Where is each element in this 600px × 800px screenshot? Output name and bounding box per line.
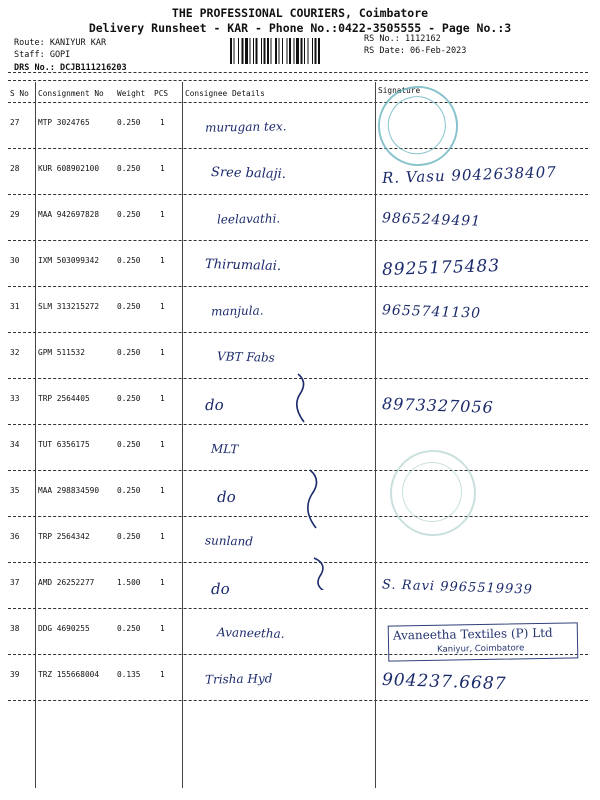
row-sno: 28	[10, 164, 20, 173]
row-sno: 33	[10, 394, 20, 403]
row-consignee-handwriting: Thirumalai.	[204, 257, 282, 274]
row-weight: 0.250	[117, 486, 141, 495]
row-consignee-handwriting: Avaneetha.	[216, 625, 285, 641]
row-sno: 34	[10, 440, 20, 449]
drs-label: DRS No.: DCJB111216203	[14, 63, 127, 73]
route-label: Route: KANIYUR KAR	[14, 38, 107, 48]
row-consignee-handwriting: do	[216, 487, 236, 507]
row-consignment-no: TRP 2564405	[38, 394, 90, 403]
row-consignee-handwriting: do	[210, 579, 230, 599]
row-pcs: 1	[160, 486, 165, 495]
row-consignee-handwriting: do	[204, 395, 224, 415]
barcode-bar	[289, 38, 291, 64]
row-pcs: 1	[160, 256, 165, 265]
barcode-bar	[238, 38, 239, 64]
barcode-bar	[296, 38, 299, 64]
row-consignee-handwriting: murugan tex.	[204, 119, 287, 135]
row-consignee-handwriting: manjula.	[210, 303, 264, 319]
row-weight: 0.250	[117, 256, 141, 265]
col-header-signature: Signature	[378, 86, 421, 95]
row-consignment-no: MTP 3024765	[38, 118, 90, 127]
row-pcs: 1	[160, 118, 165, 127]
barcode-bar	[279, 38, 280, 64]
row-consignment-no: AMD 26252277	[38, 578, 95, 587]
rs-date-label: RS Date: 06-Feb-2023	[364, 46, 467, 56]
company-stamp	[388, 622, 579, 661]
row-consignment-no: KUR 608902100	[38, 164, 100, 173]
row-consignee-handwriting: MLT	[210, 441, 239, 457]
divider	[8, 102, 588, 103]
barcode-bar	[253, 38, 254, 64]
row-pcs: 1	[160, 670, 165, 679]
row-consignment-no: MAA 298834590	[38, 486, 100, 495]
staff-label: Staff: GOPI	[14, 50, 71, 60]
row-consignee-handwriting: VBT Fabs	[216, 349, 275, 365]
row-sno: 27	[10, 118, 20, 127]
rs-no-label: RS No.: 1112162	[364, 34, 441, 44]
row-pcs: 1	[160, 164, 165, 173]
barcode-bar	[267, 38, 269, 64]
barcode-bar	[250, 38, 251, 64]
row-divider	[8, 608, 588, 609]
column-rule	[182, 82, 183, 788]
row-divider	[8, 286, 588, 287]
row-pcs: 1	[160, 210, 165, 219]
barcode-bar	[256, 38, 258, 64]
faded-stamp	[390, 450, 476, 536]
row-weight: 0.250	[117, 348, 141, 357]
barcode-bar	[261, 38, 262, 64]
barcode-image	[230, 38, 356, 64]
row-signature-handwriting: 904237.6687	[381, 669, 507, 695]
row-weight: 0.250	[117, 440, 141, 449]
column-rule	[375, 82, 376, 788]
col-header-sno: S No	[10, 89, 29, 98]
divider	[8, 72, 588, 73]
stamp-company-name: Avaneetha Textiles (P) Ltd	[392, 625, 553, 643]
row-sno: 39	[10, 670, 20, 679]
row-consignment-no: TUT 6356175	[38, 440, 90, 449]
row-pcs: 1	[160, 578, 165, 587]
row-consignee-handwriting: leelavathi.	[216, 211, 281, 227]
row-consignment-no: SLM 313215272	[38, 302, 100, 311]
row-signature-handwriting: R. Vasu 9042638407	[381, 162, 558, 188]
stamp-place: Kaniyur, Coimbatore	[437, 643, 525, 655]
row-pcs: 1	[160, 532, 165, 541]
barcode-bar	[287, 38, 288, 64]
barcode-bar	[318, 38, 320, 64]
row-pcs: 1	[160, 348, 165, 357]
row-consignment-no: DDG 4690255	[38, 624, 90, 633]
row-consignment-no: GPM 511532	[38, 348, 85, 357]
row-pcs: 1	[160, 624, 165, 633]
row-sno: 30	[10, 256, 20, 265]
row-sno: 29	[10, 210, 20, 219]
barcode-bar	[245, 38, 248, 64]
barcode-bar	[271, 38, 272, 64]
barcode-bar	[242, 38, 244, 64]
row-weight: 0.250	[117, 210, 141, 219]
row-pcs: 1	[160, 302, 165, 311]
col-header-weight: Weight	[117, 89, 146, 98]
row-consignment-no: MAA 942697828	[38, 210, 100, 219]
runsheet-subtitle: Delivery Runsheet - KAR - Phone No.:0422-3505555 - Page No.:3	[88, 21, 512, 35]
row-pcs: 1	[160, 394, 165, 403]
row-consignment-no: TRP 2564342	[38, 532, 90, 541]
row-consignment-no: IXM 503099342	[38, 256, 100, 265]
row-sno: 38	[10, 624, 20, 633]
row-signature-handwriting: 8925175483	[381, 255, 501, 281]
row-divider	[8, 332, 588, 333]
row-sno: 36	[10, 532, 20, 541]
row-consignment-no: TRZ 155668004	[38, 670, 100, 679]
row-divider	[8, 194, 588, 195]
row-weight: 0.250	[117, 394, 141, 403]
barcode-bar	[312, 38, 313, 64]
row-pcs: 1	[160, 440, 165, 449]
row-consignee-handwriting: sunland	[204, 533, 254, 549]
row-signature-handwriting: 9655741130	[381, 302, 482, 322]
row-weight: 0.250	[117, 532, 141, 541]
barcode-bar	[275, 38, 277, 64]
row-signature-handwriting: 9865249491	[381, 210, 482, 230]
barcode-bar	[230, 38, 232, 64]
row-weight: 0.135	[117, 670, 141, 679]
barcode-bar	[304, 38, 305, 64]
barcode-bar	[308, 38, 309, 64]
row-consignee-handwriting: Trisha Hyd	[204, 671, 273, 687]
column-rule	[35, 82, 36, 788]
barcode-bar	[264, 38, 266, 64]
grouping-braces	[270, 360, 330, 590]
barcode-bar	[315, 38, 317, 64]
row-signature-handwriting: S. Ravi 9965519939	[381, 577, 534, 598]
row-sno: 37	[10, 578, 20, 587]
barcode-bar	[282, 38, 283, 64]
company-title: THE PROFESSIONAL COURIERS, Coimbatore	[171, 6, 429, 20]
row-sno: 31	[10, 302, 20, 311]
row-sno: 35	[10, 486, 20, 495]
col-header-consignment: Consignment No	[38, 89, 104, 98]
divider	[8, 80, 588, 81]
row-divider	[8, 240, 588, 241]
col-header-consignee: Consignee Details	[185, 89, 265, 98]
row-weight: 0.250	[117, 164, 141, 173]
row-weight: 1.500	[117, 578, 141, 587]
row-weight: 0.250	[117, 624, 141, 633]
row-divider	[8, 148, 588, 149]
col-header-pcs: PCS	[154, 89, 169, 98]
row-weight: 0.250	[117, 302, 141, 311]
barcode-bar	[301, 38, 303, 64]
row-signature-handwriting: 8973327056	[381, 394, 495, 417]
row-consignee-handwriting: Sree balaji.	[210, 165, 287, 182]
row-sno: 32	[10, 348, 20, 357]
barcode-bar	[234, 38, 235, 64]
row-divider	[8, 700, 588, 701]
barcode-bar	[294, 38, 295, 64]
row-weight: 0.250	[117, 118, 141, 127]
